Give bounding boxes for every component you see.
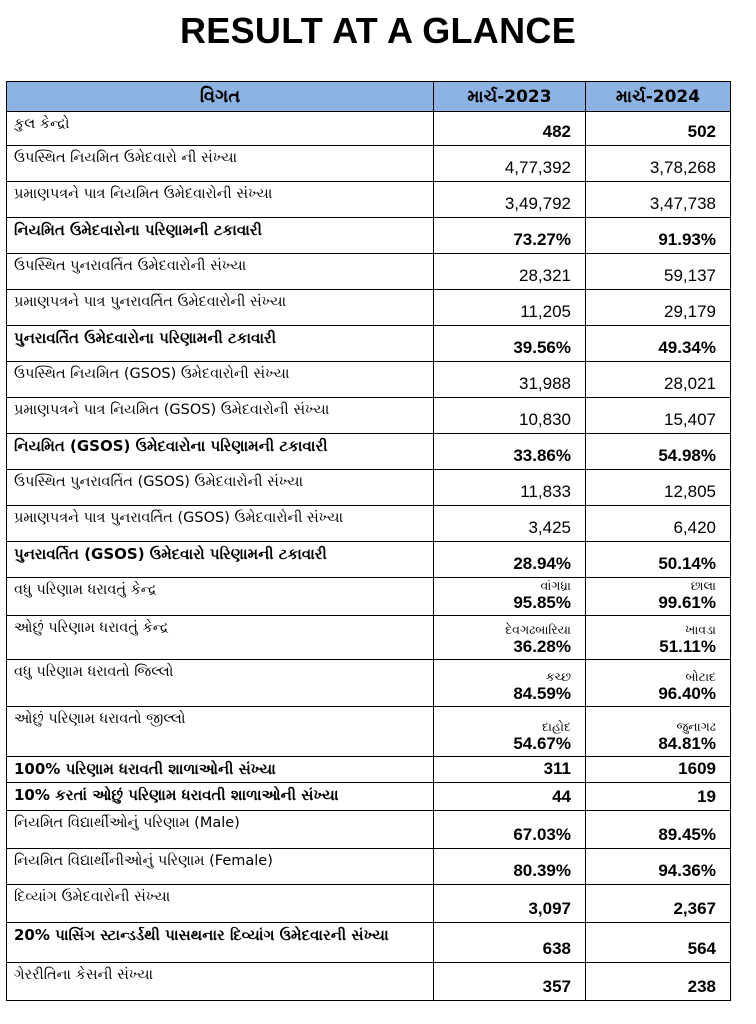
- value-2023: [434, 707, 586, 757]
- table-row: [7, 616, 731, 660]
- percentage: 51.11%: [659, 637, 716, 656]
- value-2023: 39.56%: [434, 326, 586, 362]
- table-row: [7, 578, 731, 616]
- value-2023: 31,988: [434, 362, 586, 398]
- table-row: [7, 326, 731, 362]
- value-2024: [586, 707, 731, 757]
- value-2023: [434, 578, 586, 616]
- value-2024: 3,47,738: [586, 182, 731, 218]
- value-2023: 638: [434, 923, 586, 963]
- center-name: છાલા: [690, 578, 716, 593]
- center-name: વાંગધ્રા: [540, 578, 571, 593]
- table-row: [7, 146, 731, 182]
- value-2024: 564: [586, 923, 731, 963]
- value-2024: 89.45%: [586, 811, 731, 849]
- value-2024: 59,137: [586, 254, 731, 290]
- value-2024: 28,021: [586, 362, 731, 398]
- table-row: [7, 112, 731, 146]
- percentage: 96.40%: [658, 684, 716, 703]
- value-2024: 3,78,268: [586, 146, 731, 182]
- table-row: [7, 757, 731, 783]
- table-row: [7, 811, 731, 849]
- table-row: [7, 362, 731, 398]
- value-2024: 29,179: [586, 290, 731, 326]
- center-name: દેવગઢબારિયા: [505, 622, 571, 637]
- table-row: [7, 398, 731, 434]
- table-row: [7, 542, 731, 578]
- table-row: [7, 254, 731, 290]
- table-row: [7, 218, 731, 254]
- value-2023: [434, 616, 586, 660]
- table-header-row: [7, 82, 731, 112]
- page-title: RESULT AT A GLANCE: [179, 10, 577, 51]
- row-label: કુલ કેન્દ્રો: [7, 112, 434, 146]
- table-row: [7, 182, 731, 218]
- row-label: ઉપસ્થિત નિયમિત (GSOS) ઉમેદવારોની સંખ્યા: [7, 362, 434, 398]
- row-label: પુનરાવર્તિત (GSOS) ઉમેદવારો પરિણામની ટકાવારી: [7, 542, 434, 578]
- district-name: બોટાદ: [685, 669, 716, 684]
- table-row: [7, 470, 731, 506]
- row-label: દિવ્યાંગ ઉમેદવારોની સંખ્યા: [7, 885, 434, 923]
- row-label: વધુ પરિણામ ધરાવતું કેન્દ્ર: [7, 578, 434, 616]
- value-2024: [586, 616, 731, 660]
- district-name: કચ્છ: [545, 669, 571, 684]
- value-2023: 44: [434, 783, 586, 811]
- district-name: જુનાગઢ: [676, 719, 716, 734]
- results-table: [6, 81, 731, 1001]
- value-2023: 28.94%: [434, 542, 586, 578]
- value-2023: 3,425: [434, 506, 586, 542]
- row-label: નિયમિત ઉમેદવારોના પરિણામની ટકાવારી: [7, 218, 434, 254]
- value-2023: 80.39%: [434, 849, 586, 885]
- value-2024: 54.98%: [586, 434, 731, 470]
- value-2024: 50.14%: [586, 542, 731, 578]
- table-row: [7, 849, 731, 885]
- table-row: [7, 783, 731, 811]
- value-2024: 12,805: [586, 470, 731, 506]
- row-label: ઓછું પરિણામ ધરાવતું કેન્દ્ર: [7, 616, 434, 660]
- table-row: [7, 434, 731, 470]
- value-2023: 67.03%: [434, 811, 586, 849]
- value-2023: 3,097: [434, 885, 586, 923]
- row-label: નિયમિત (GSOS) ઉમેદવારોના પરિણામની ટકાવારી: [7, 434, 434, 470]
- row-label: ઉપસ્થિત પુનરાવર્તિત ઉમેદવારોની સંખ્યા: [7, 254, 434, 290]
- table-row: [7, 963, 731, 1001]
- value-2024: 2,367: [586, 885, 731, 923]
- row-label: પ્રમાણપત્રને પાત્ર પુનરાવર્તિત ઉમેદવારોની સંખ્યા: [7, 290, 434, 326]
- value-2024: 238: [586, 963, 731, 1001]
- row-label: ઉપસ્થિત નિયમિત ઉમેદવારો ની સંખ્યા: [7, 146, 434, 182]
- table-row: [7, 660, 731, 707]
- table-row: [7, 707, 731, 757]
- table-row: [7, 506, 731, 542]
- value-2024: 15,407: [586, 398, 731, 434]
- value-2023: [434, 660, 586, 707]
- value-2024: 6,420: [586, 506, 731, 542]
- row-label: 20% પાસિંગ સ્ટાન્ડર્ડથી પાસથનાર દિવ્યાંગ ઉમેદવારની સંખ્યા: [7, 923, 434, 963]
- table-row: [7, 290, 731, 326]
- percentage: 84.81%: [658, 734, 716, 753]
- value-2024: [586, 660, 731, 707]
- row-label: ઉપસ્થિત પુનરાવર્તિત (GSOS) ઉમેદવારોની સંખ્યા: [7, 470, 434, 506]
- value-2023: 11,205: [434, 290, 586, 326]
- percentage: 99.61%: [658, 593, 716, 612]
- column-header-detail: વિગત: [7, 82, 434, 112]
- column-header-march-2023: માર્ચ-2023: [434, 82, 586, 112]
- row-label: પ્રમાણપત્રને પાત્ર નિયમિત ઉમેદવારોની સંખ્યા: [7, 182, 434, 218]
- row-label: વધુ પરિણામ ધરાવતો જિલ્લો: [7, 660, 434, 707]
- table-row: [7, 885, 731, 923]
- row-label: 10% કરતાં ઓછું પરિણામ ધરાવતી શાળાઓની સંખ્યા: [7, 783, 434, 811]
- row-label: પ્રમાણપત્રને પાત્ર નિયમિત (GSOS) ઉમેદવારોની સંખ્યા: [7, 398, 434, 434]
- row-label: નિયમિત વિદ્યાર્થીનીઓનું પરિણામ (Female): [7, 849, 434, 885]
- value-2024: 1609: [586, 757, 731, 783]
- percentage: 84.59%: [513, 684, 571, 703]
- row-label: નિયમિત વિદ્યાર્થીઓનું પરિણામ (Male): [7, 811, 434, 849]
- percentage: 95.85%: [513, 593, 571, 612]
- value-2023: 482: [434, 112, 586, 146]
- row-label: ઓછું પરિણામ ધરાવતો જીલ્લો: [7, 707, 434, 757]
- value-2023: 3,49,792: [434, 182, 586, 218]
- value-2023: 73.27%: [434, 218, 586, 254]
- percentage: 54.67%: [513, 734, 571, 753]
- value-2023: 10,830: [434, 398, 586, 434]
- row-label: પુનરાવર્તિત ઉમેદવારોના પરિણામની ટકાવારી: [7, 326, 434, 362]
- value-2023: 357: [434, 963, 586, 1001]
- table-row: [7, 923, 731, 963]
- center-name: ખાવડા: [684, 622, 716, 637]
- column-header-march-2024: માર્ચ-2024: [586, 82, 731, 112]
- value-2023: 33.86%: [434, 434, 586, 470]
- value-2023: 311: [434, 757, 586, 783]
- value-2024: 19: [586, 783, 731, 811]
- percentage: 36.28%: [513, 637, 571, 656]
- value-2023: 28,321: [434, 254, 586, 290]
- value-2023: 4,77,392: [434, 146, 586, 182]
- row-label: પ્રમાણપત્રને પાત્ર પુનરાવર્તિત (GSOS) ઉમેદવારોની સંખ્યા: [7, 506, 434, 542]
- row-label: 100% પરિણામ ધરાવતી શાળાઓની સંખ્યા: [7, 757, 434, 783]
- row-label: ગેરરીતિના કેસની સંખ્યા: [7, 963, 434, 1001]
- value-2023: 11,833: [434, 470, 586, 506]
- value-2024: 94.36%: [586, 849, 731, 885]
- value-2024: [586, 578, 731, 616]
- district-name: દાહોદ: [541, 719, 571, 734]
- value-2024: 502: [586, 112, 731, 146]
- value-2024: 91.93%: [586, 218, 731, 254]
- value-2024: 49.34%: [586, 326, 731, 362]
